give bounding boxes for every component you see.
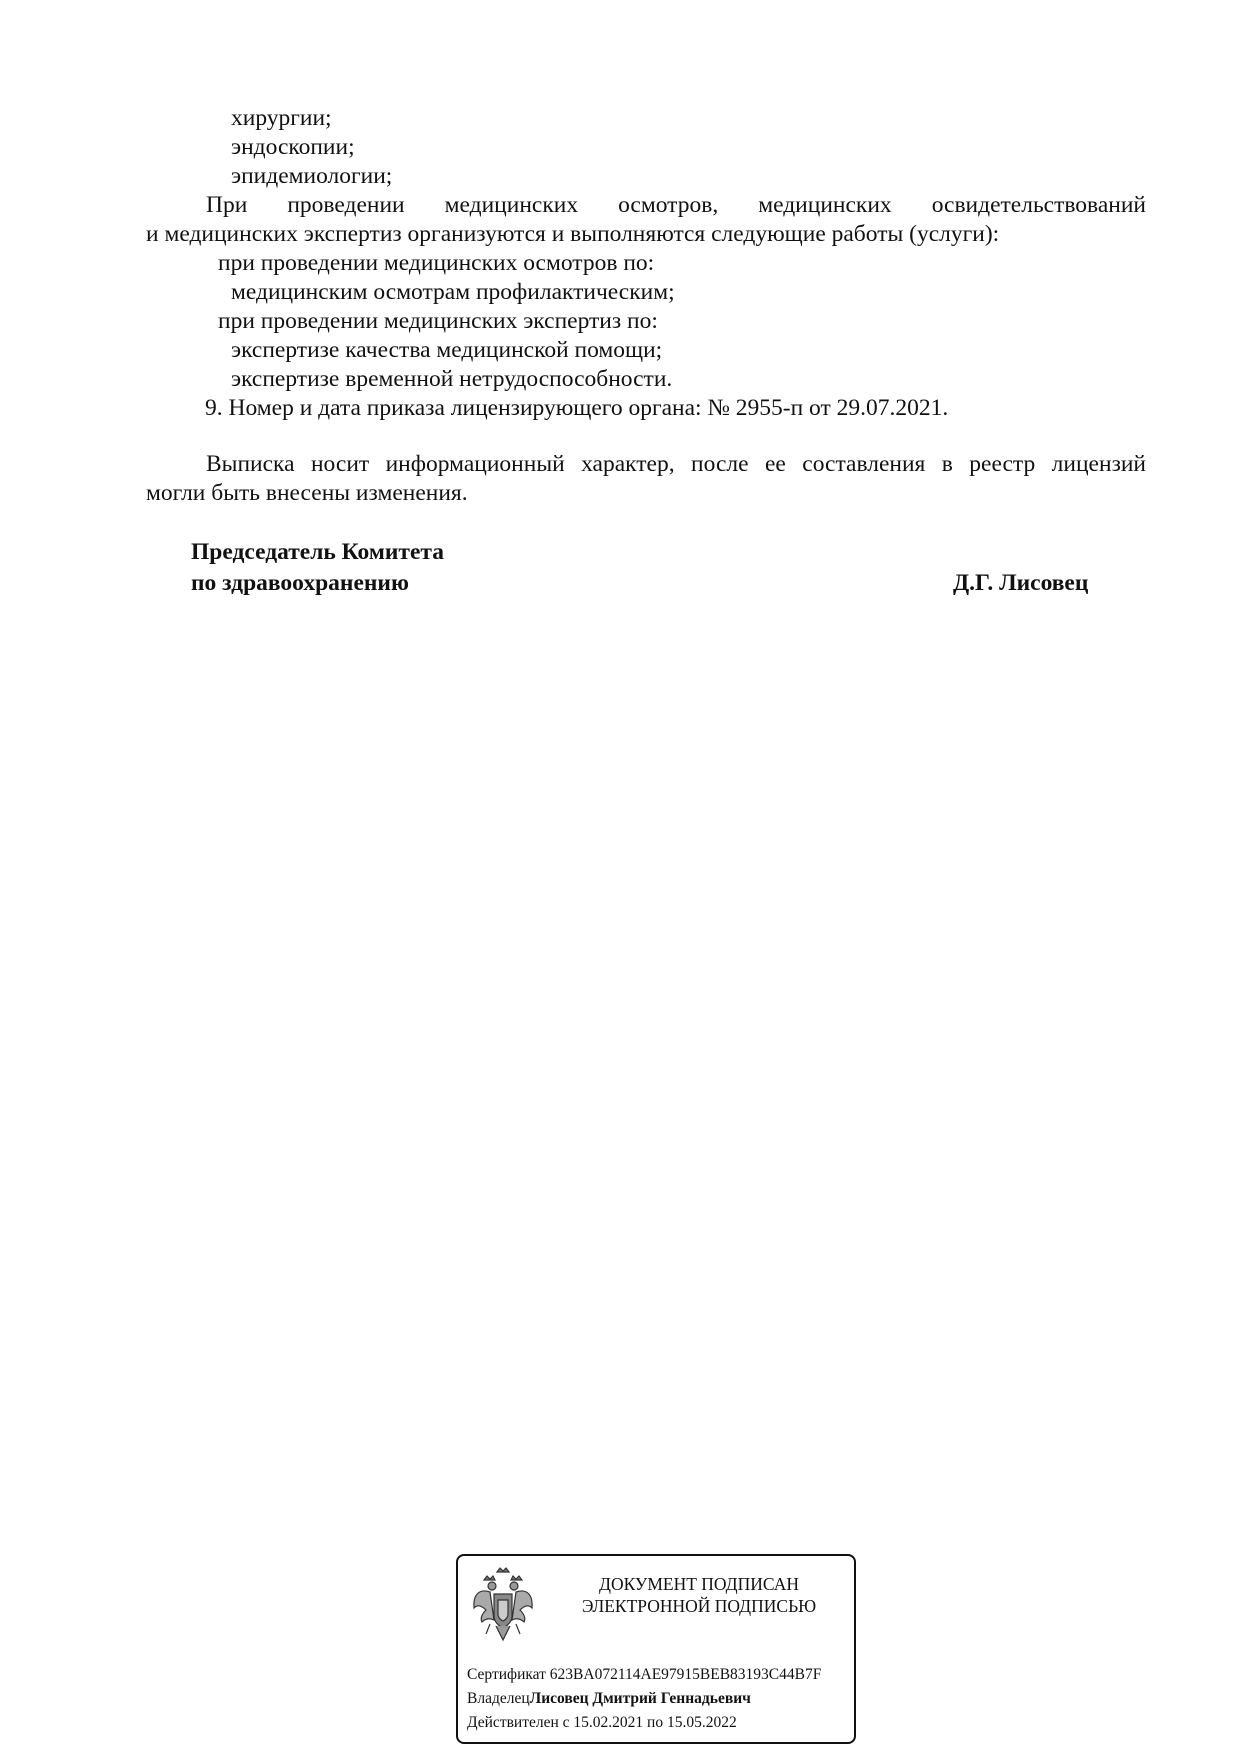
stamp-title-line2: ЭЛЕКТРОННОЙ ПОДПИСЬЮ (581, 1596, 817, 1616)
stamp-certificate-value: 623BA072114AE97915BEB83193C44B7F (549, 1666, 822, 1683)
paragraph-services-line2: и медицинских экспертиз организуются и выполняются следующие работы (услуги): (146, 221, 1000, 247)
stamp-owner-value: Лисовец Дмитрий Геннадьевич (529, 1690, 751, 1707)
stamp-owner-label: Владелец (467, 1690, 530, 1707)
expertiz-header: при проведении медицинских экспертиз по: (218, 308, 658, 334)
signatory-name: Д.Г. Лисовец (953, 570, 1089, 596)
list-item: эндоскопии; (231, 134, 355, 160)
stamp-validity: Действителен с 15.02.2021 по 15.05.2022 (467, 1714, 737, 1731)
stamp-title-line1: ДОКУМЕНТ ПОДПИСАН (599, 1574, 799, 1594)
osmotr-header: при проведении медицинских осмотров по: (218, 250, 655, 276)
stamp-certificate-label: Сертификат (467, 1666, 550, 1683)
list-item: хирургии; (231, 105, 332, 131)
list-item: эпидемиологии; (231, 163, 393, 189)
signatory-position-line2: по здравоохранению (191, 570, 409, 596)
list-item: экспертизе временной нетрудоспособности. (231, 366, 673, 392)
signatory-position-line1: Председатель Комитета (191, 539, 444, 565)
paragraph-services (146, 191, 1146, 249)
item-9-order: 9. Номер и дата приказа лицензирующего органа: № 2955-п от 29.07.2021. (205, 395, 949, 421)
paragraph-note-line1: Выписка носит информационный характер, после ее составления в реестр лицензий (206, 451, 1146, 477)
russian-coat-of-arms-emblem-icon (470, 1566, 536, 1644)
stamp-owner (467, 1689, 751, 1708)
paragraph-note (146, 450, 1146, 508)
stamp-certificate (467, 1665, 821, 1684)
paragraph-note-line2: могли быть внесены изменения. (146, 480, 468, 506)
list-item: медицинским осмотрам профилактическим; (231, 279, 675, 305)
electronic-signature-stamp (456, 1554, 856, 1744)
paragraph-services-line1: При проведении медицинских осмотров, медицинских освидетельствований (206, 192, 1146, 218)
list-item: экспертизе качества медицинской помощи; (231, 337, 663, 363)
